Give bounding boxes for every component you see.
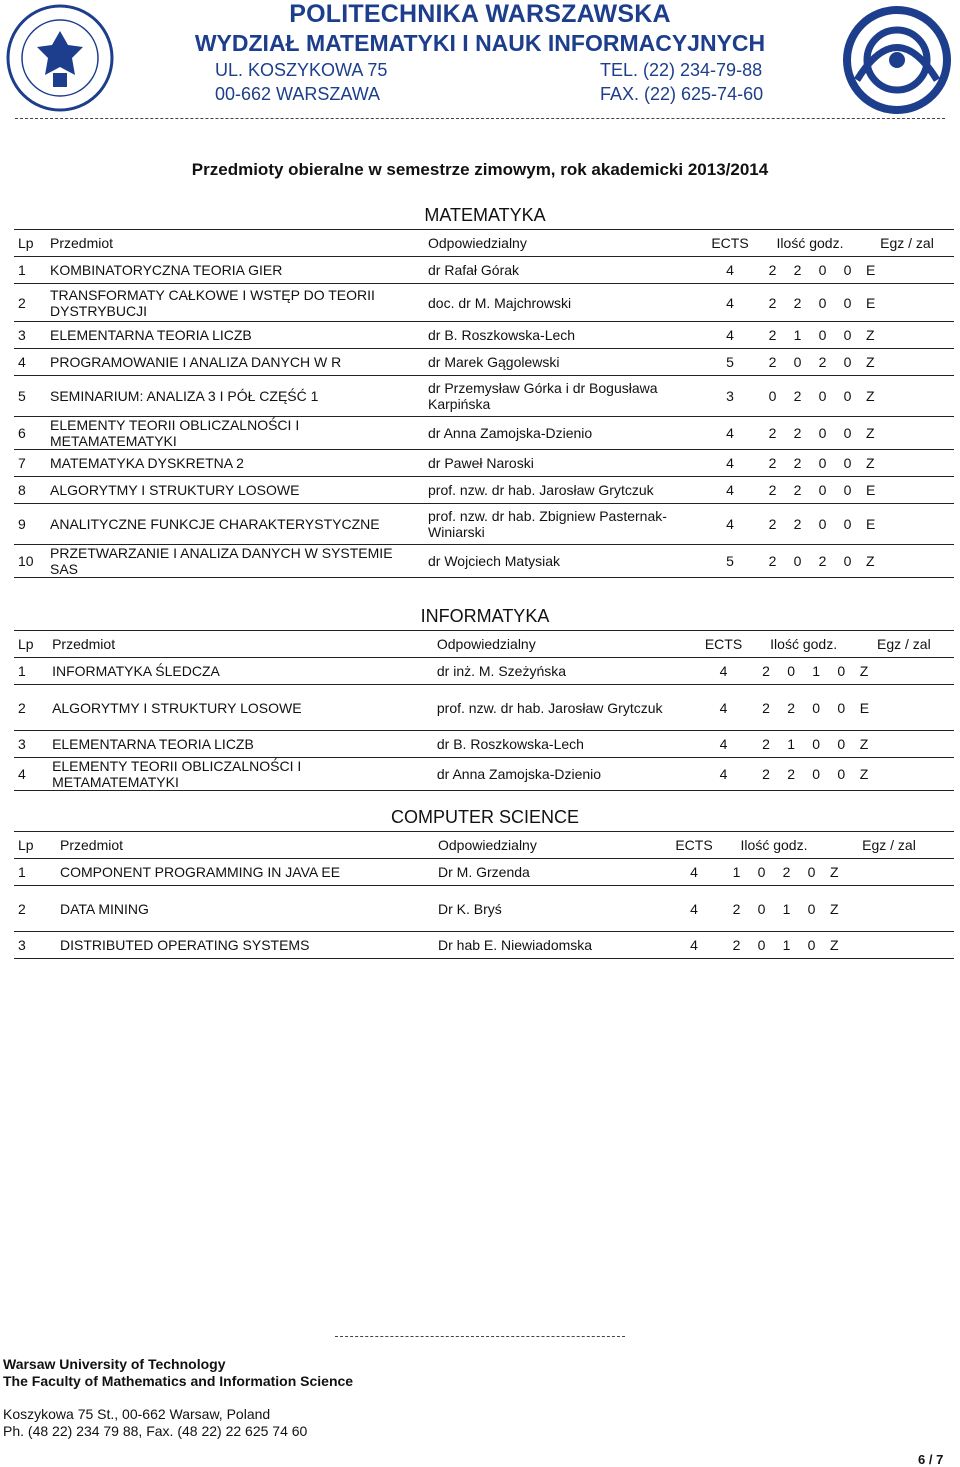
row-hours-project: 0	[835, 322, 860, 349]
section-title-math: MATEMATYKA	[424, 205, 546, 225]
row-responsible: dr Anna Zamojska-Dzienio	[424, 417, 700, 450]
row-ects: 4	[700, 417, 760, 450]
table-row	[14, 658, 954, 685]
row-hours-project: 0	[829, 658, 854, 685]
row-hours-lecture: 2	[724, 932, 749, 959]
university-name: POLITECHNIKA WARSZAWSKA	[289, 0, 671, 28]
row-exam: Z	[854, 731, 954, 758]
row-ects: 4	[700, 284, 760, 322]
row-responsible: dr Rafał Górak	[424, 257, 700, 284]
row-exam: E	[860, 477, 954, 504]
row-hours-project: 0	[799, 932, 824, 959]
row-exam: Z	[860, 417, 954, 450]
col-header-hours: Ilość godz.	[760, 230, 860, 257]
row-exam: Z	[824, 859, 954, 886]
row-hours-lab: 0	[810, 504, 835, 545]
row-lp: 6	[14, 417, 46, 450]
col-header-exam: Egz / zal	[854, 631, 954, 658]
table-row	[14, 545, 954, 578]
row-subject: KOMBINATORYCZNA TEORIA GIER	[46, 257, 424, 284]
row-hours-lecture: 2	[760, 450, 785, 477]
table-row	[14, 731, 954, 758]
row-hours-lecture: 2	[760, 257, 785, 284]
row-subject: ELEMENTY TEORII OBLICZALNOŚCI I METAMATEMATYKI	[46, 417, 424, 450]
col-header-lp: Lp	[14, 631, 48, 658]
row-hours-lab: 1	[774, 886, 799, 932]
row-ects: 4	[700, 477, 760, 504]
row-lp: 7	[14, 450, 46, 477]
row-hours-lab: 0	[804, 731, 829, 758]
row-ects: 4	[700, 450, 760, 477]
row-exam: E	[860, 504, 954, 545]
row-subject: INFORMATYKA ŚLEDCZA	[48, 658, 433, 685]
table-row	[14, 758, 954, 791]
row-hours-project: 0	[835, 349, 860, 376]
col-header-subject: Przedmiot	[46, 230, 424, 257]
table-row	[14, 376, 954, 417]
row-hours-lab: 0	[810, 376, 835, 417]
footer-address: Koszykowa 75 St., 00-662 Warsaw, Poland	[3, 1406, 271, 1422]
col-header-responsible: Odpowiedzialny	[433, 631, 694, 658]
col-header-lp: Lp	[14, 832, 56, 859]
row-subject: ALGORYTMY I STRUKTURY LOSOWE	[46, 477, 424, 504]
row-responsible: dr Marek Gągolewski	[424, 349, 700, 376]
row-hours-project: 0	[799, 859, 824, 886]
row-exam: Z	[854, 658, 954, 685]
faculty-logo	[842, 5, 952, 115]
faculty-name: WYDZIAŁ MATEMATYKI I NAUK INFORMACYJNYCH	[194, 30, 766, 56]
row-hours-project: 0	[835, 450, 860, 477]
row-hours-lecture: 2	[754, 658, 779, 685]
row-subject: DISTRIBUTED OPERATING SYSTEMS	[56, 932, 434, 959]
row-ects: 5	[700, 349, 760, 376]
row-lp: 2	[14, 685, 48, 731]
row-lp: 10	[14, 545, 46, 578]
row-hours-lab: 2	[774, 859, 799, 886]
row-responsible: doc. dr M. Majchrowski	[424, 284, 700, 322]
row-ects: 4	[700, 504, 760, 545]
row-subject: TRANSFORMATY CAŁKOWE I WSTĘP DO TEORII DYSTRYBUCJI	[46, 284, 424, 322]
row-hours-exercises: 1	[779, 731, 804, 758]
row-hours-lab: 0	[804, 685, 829, 731]
row-lp: 9	[14, 504, 46, 545]
row-subject: ELEMENTARNA TEORIA LICZB	[46, 322, 424, 349]
footer-faculty: The Faculty of Mathematics and Information Science	[3, 1373, 354, 1389]
col-header-responsible: Odpowiedzialny	[424, 230, 700, 257]
row-hours-lab: 1	[774, 932, 799, 959]
row-hours-project: 0	[829, 731, 854, 758]
row-exam: Z	[860, 450, 954, 477]
row-hours-lecture: 2	[760, 545, 785, 578]
row-ects: 4	[700, 257, 760, 284]
row-subject: DATA MINING	[56, 886, 434, 932]
row-responsible: prof. nzw. dr hab. Jarosław Grytczuk	[433, 685, 694, 731]
row-exam: E	[860, 284, 954, 322]
table-row	[14, 932, 954, 959]
row-hours-lab: 0	[804, 758, 829, 791]
row-hours-lab: 2	[810, 545, 835, 578]
col-header-exam: Egz / zal	[860, 230, 954, 257]
row-hours-lab: 0	[810, 257, 835, 284]
row-lp: 1	[14, 859, 56, 886]
row-hours-lab: 0	[810, 477, 835, 504]
row-hours-exercises: 1	[785, 322, 810, 349]
table-row	[14, 257, 954, 284]
row-exam: Z	[860, 349, 954, 376]
col-header-hours: Ilość godz.	[724, 832, 824, 859]
page-number: 6 / 7	[918, 1452, 944, 1467]
row-subject: ELEMENTY TEORII OBLICZALNOŚCI I METAMATEMATYKI	[48, 758, 433, 791]
table-row	[14, 859, 954, 886]
row-subject: ALGORYTMY I STRUKTURY LOSOWE	[48, 685, 433, 731]
row-ects: 4	[664, 932, 724, 959]
row-ects: 4	[693, 758, 753, 791]
row-lp: 3	[14, 322, 46, 349]
row-hours-exercises: 2	[785, 417, 810, 450]
row-hours-exercises: 2	[785, 504, 810, 545]
row-hours-exercises: 0	[749, 859, 774, 886]
row-hours-project: 0	[799, 886, 824, 932]
phone-number: TEL. (22) 234-79-88	[600, 60, 763, 80]
row-hours-exercises: 0	[749, 932, 774, 959]
row-hours-lab: 0	[810, 450, 835, 477]
row-lp: 3	[14, 731, 48, 758]
row-subject: MATEMATYKA DYSKRETNA 2	[46, 450, 424, 477]
row-hours-exercises: 2	[779, 758, 804, 791]
row-hours-exercises: 2	[785, 257, 810, 284]
row-ects: 4	[693, 685, 753, 731]
row-lp: 1	[14, 658, 48, 685]
row-ects: 4	[693, 731, 753, 758]
informatics-table	[14, 630, 954, 791]
row-hours-project: 0	[829, 758, 854, 791]
table-row	[14, 349, 954, 376]
computer-science-table	[14, 831, 954, 959]
row-lp: 4	[14, 758, 48, 791]
page-title: Przedmioty obieralne w semestrze zimowym, rok akademicki 2013/2014	[191, 160, 769, 179]
table-row	[14, 477, 954, 504]
row-hours-exercises: 2	[785, 477, 810, 504]
col-header-subject: Przedmiot	[48, 631, 433, 658]
table-row	[14, 685, 954, 731]
row-hours-lecture: 1	[724, 859, 749, 886]
col-header-ects: ECTS	[700, 230, 760, 257]
row-hours-exercises: 0	[785, 349, 810, 376]
row-hours-lab: 0	[810, 322, 835, 349]
row-responsible: prof. nzw. dr hab. Jarosław Grytczuk	[424, 477, 700, 504]
row-hours-lab: 2	[810, 349, 835, 376]
row-subject: ANALITYCZNE FUNKCJE CHARAKTERYSTYCZNE	[46, 504, 424, 545]
row-hours-lecture: 2	[760, 322, 785, 349]
row-hours-project: 0	[835, 284, 860, 322]
table-row	[14, 417, 954, 450]
row-subject: PROGRAMOWANIE I ANALIZA DANYCH W R	[46, 349, 424, 376]
row-lp: 2	[14, 886, 56, 932]
row-hours-lab: 0	[810, 417, 835, 450]
table-row	[14, 322, 954, 349]
row-lp: 2	[14, 284, 46, 322]
row-exam: Z	[860, 376, 954, 417]
row-responsible: dr Przemysław Górka i dr Bogusława Karpińska	[424, 376, 700, 417]
row-exam: Z	[824, 932, 954, 959]
row-hours-project: 0	[835, 417, 860, 450]
row-hours-exercises: 2	[779, 685, 804, 731]
row-ects: 3	[700, 376, 760, 417]
footer-university: Warsaw University of Technology	[3, 1356, 226, 1372]
row-responsible: dr Paweł Naroski	[424, 450, 700, 477]
row-hours-lecture: 2	[754, 731, 779, 758]
row-responsible: Dr hab E. Niewiadomska	[434, 932, 664, 959]
row-hours-lecture: 2	[724, 886, 749, 932]
col-header-hours: Ilość godz.	[754, 631, 854, 658]
row-hours-project: 0	[835, 545, 860, 578]
row-exam: E	[854, 685, 954, 731]
row-ects: 4	[664, 886, 724, 932]
row-responsible: dr inż. M. Szeżyńska	[433, 658, 694, 685]
row-responsible: Dr M. Grzenda	[434, 859, 664, 886]
footer-contact: Ph. (48 22) 234 79 88, Fax. (48 22) 22 625 74 60	[3, 1423, 308, 1439]
city-address: 00-662 WARSZAWA	[215, 84, 381, 104]
row-ects: 4	[700, 322, 760, 349]
row-hours-lecture: 2	[760, 417, 785, 450]
street-address: UL. KOSZYKOWA 75	[215, 60, 388, 80]
row-ects: 4	[664, 859, 724, 886]
row-hours-lecture: 2	[754, 758, 779, 791]
col-header-subject: Przedmiot	[56, 832, 434, 859]
row-lp: 4	[14, 349, 46, 376]
row-subject: SEMINARIUM: ANALIZA 3 I PÓŁ CZĘŚĆ 1	[46, 376, 424, 417]
row-hours-exercises: 2	[785, 284, 810, 322]
row-hours-project: 0	[835, 504, 860, 545]
row-hours-project: 0	[829, 685, 854, 731]
row-subject: COMPONENT PROGRAMMING IN JAVA EE	[56, 859, 434, 886]
row-hours-lecture: 0	[760, 376, 785, 417]
row-exam: Z	[854, 758, 954, 791]
row-responsible: prof. nzw. dr hab. Zbigniew Pasternak-Winiarski	[424, 504, 700, 545]
fax-number: FAX. (22) 625-74-60	[600, 84, 764, 104]
row-hours-lecture: 2	[760, 284, 785, 322]
row-hours-lab: 1	[804, 658, 829, 685]
col-header-ects: ECTS	[664, 832, 724, 859]
row-subject: PRZETWARZANIE I ANALIZA DANYCH W SYSTEMIE SAS	[46, 545, 424, 578]
row-hours-project: 0	[835, 376, 860, 417]
row-exam: Z	[824, 886, 954, 932]
col-header-ects: ECTS	[693, 631, 753, 658]
row-lp: 1	[14, 257, 46, 284]
row-hours-lecture: 2	[760, 504, 785, 545]
col-header-lp: Lp	[14, 230, 46, 257]
row-responsible: Dr K. Bryś	[434, 886, 664, 932]
row-ects: 4	[693, 658, 753, 685]
table-row	[14, 886, 954, 932]
row-exam: Z	[860, 322, 954, 349]
row-exam: Z	[860, 545, 954, 578]
table-row	[14, 284, 954, 322]
row-hours-exercises: 2	[785, 450, 810, 477]
row-responsible: dr B. Roszkowska-Lech	[433, 731, 694, 758]
math-table	[14, 229, 954, 578]
section-title-informatics: INFORMATYKA	[420, 606, 550, 626]
row-exam: E	[860, 257, 954, 284]
row-hours-lecture: 2	[754, 685, 779, 731]
row-lp: 5	[14, 376, 46, 417]
row-hours-lab: 0	[810, 284, 835, 322]
row-subject: ELEMENTARNA TEORIA LICZB	[48, 731, 433, 758]
university-seal-logo	[5, 3, 115, 113]
col-header-responsible: Odpowiedzialny	[434, 832, 664, 859]
row-hours-lecture: 2	[760, 477, 785, 504]
row-responsible: dr Wojciech Matysiak	[424, 545, 700, 578]
row-lp: 8	[14, 477, 46, 504]
header-divider	[15, 118, 945, 119]
row-hours-exercises: 0	[749, 886, 774, 932]
row-responsible: dr B. Roszkowska-Lech	[424, 322, 700, 349]
section-title-computer-science: COMPUTER SCIENCE	[390, 807, 579, 827]
table-row	[14, 450, 954, 477]
row-ects: 5	[700, 545, 760, 578]
row-hours-project: 0	[835, 257, 860, 284]
footer-divider	[335, 1336, 625, 1337]
row-hours-exercises: 2	[785, 376, 810, 417]
table-row	[14, 504, 954, 545]
row-hours-exercises: 0	[779, 658, 804, 685]
row-responsible: dr Anna Zamojska-Dzienio	[433, 758, 694, 791]
row-hours-exercises: 0	[785, 545, 810, 578]
col-header-exam: Egz / zal	[824, 832, 954, 859]
row-lp: 3	[14, 932, 56, 959]
row-hours-lecture: 2	[760, 349, 785, 376]
row-hours-project: 0	[835, 477, 860, 504]
